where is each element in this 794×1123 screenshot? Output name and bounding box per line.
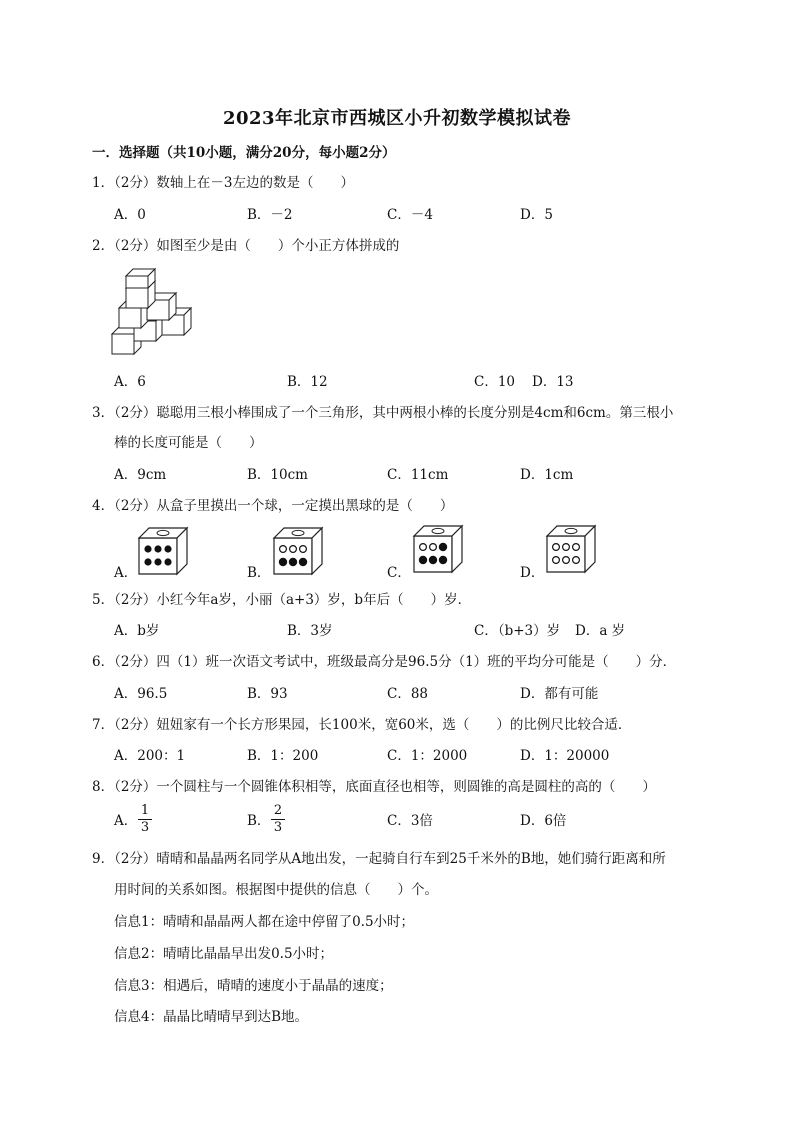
q5-option-a[interactable]: A．b岁 (114, 623, 160, 639)
q5-option-d[interactable]: D．a 岁 (575, 623, 626, 639)
q3-option-b[interactable]: B．10cm (247, 467, 308, 483)
fraction-numerator: 1 (140, 803, 150, 818)
question-4-stem: 4．（2分）从盒子里摸出一个球，一定摸出黑球的是（ ） (92, 498, 454, 514)
q8-option-a-fraction (138, 804, 152, 835)
page-title: 2023年北京市西城区小升初数学模拟试卷 (222, 108, 572, 129)
section-heading: 一．选择题（共10小题，满分20分，每小题2分） (92, 145, 396, 161)
ball-box-d-figure (545, 524, 597, 574)
q2-option-c[interactable]: C．10 (474, 374, 516, 390)
question-9-stem-line2: 用时间的关系如图。根据图中提供的信息（ ）个。 (114, 882, 438, 898)
q7-option-d[interactable]: D．1：20000 (520, 748, 610, 764)
question-8-stem: 8．（2分）一个圆柱与一个圆锥体积相等，底面直径也相等，则圆锥的高是圆柱的高的（ ） (92, 779, 656, 795)
q8-option-b[interactable]: B． (247, 813, 271, 829)
q8-option-c[interactable]: C．3倍 (387, 813, 433, 829)
q4-option-d[interactable]: D． (520, 565, 545, 581)
ball-box-c-figure (412, 524, 464, 574)
q6-option-c[interactable]: C．88 (387, 686, 429, 702)
ball-box-a-figure (137, 526, 189, 576)
q9-info-3: 信息3：相遇后，晴晴的速度小于晶晶的速度； (114, 978, 393, 994)
ball-box-b-figure (272, 526, 324, 576)
q7-option-b[interactable]: B．1：200 (247, 748, 319, 764)
q4-option-b[interactable]: B． (247, 565, 271, 581)
question-2-stem: 2．（2分）如图至少是由（ ）个小正方体拼成的 (92, 238, 400, 254)
q1-option-d[interactable]: D．5 (520, 207, 553, 223)
q5-option-c[interactable]: C．（b+3）岁 (474, 623, 561, 639)
q9-info-1: 信息1：晴晴和晶晶两人都在途中停留了0.5小时； (114, 914, 415, 930)
q1-option-b[interactable]: B．－2 (247, 207, 293, 223)
q4-option-a[interactable]: A． (114, 565, 138, 581)
question-9-stem-line1: 9．（2分）晴晴和晶晶两名同学从A地出发，一起骑自行车到25千米外的B地，她们骑行距离和所 (92, 851, 666, 867)
q8-option-b-fraction (271, 804, 285, 835)
cube-top (126, 269, 155, 288)
q7-option-c[interactable]: C．1：2000 (387, 748, 468, 764)
q8-option-d[interactable]: D．6倍 (520, 813, 567, 829)
cube-stack-figure (110, 268, 200, 360)
question-7-stem: 7．（2分）妞妞家有一个长方形果园，长100米，宽60米，选（ ）的比例尺比较合适． (92, 717, 632, 733)
fraction-denominator: 3 (273, 820, 283, 835)
fraction-numerator: 2 (273, 803, 283, 818)
q3-option-d[interactable]: D．1cm (520, 467, 574, 483)
q6-option-d[interactable]: D．都有可能 (520, 686, 599, 702)
q7-option-a[interactable]: A．200：1 (114, 748, 186, 764)
question-1-stem: 1．（2分）数轴上在－3左边的数是（ ） (92, 175, 355, 191)
question-6-stem: 6．（2分）四（1）班一次语文考试中，班级最高分是96.5分（1）班的平均分可能是（ ）分． (92, 654, 677, 670)
q1-option-c[interactable]: C．－4 (387, 207, 433, 223)
q3-option-a[interactable]: A．9cm (114, 467, 167, 483)
q1-option-a[interactable]: A．0 (114, 207, 146, 223)
q2-option-b[interactable]: B．12 (287, 374, 328, 390)
q5-option-b[interactable]: B．3岁 (287, 623, 333, 639)
fraction-denominator: 3 (140, 820, 150, 835)
q3-option-c[interactable]: C．11cm (387, 467, 449, 483)
q6-option-b[interactable]: B．93 (247, 686, 288, 702)
q6-option-a[interactable]: A．96.5 (114, 686, 168, 702)
question-3-stem-line1: 3．（2分）聪聪用三根小棒围成了一个三角形，其中两根小棒的长度分别是4cm和6cm。第三根小 (92, 405, 674, 421)
q4-option-c[interactable]: C． (387, 565, 411, 581)
q9-info-4: 信息4：晶晶比晴晴早到达B地。 (114, 1009, 309, 1025)
q2-option-a[interactable]: A．6 (114, 374, 146, 390)
q9-info-2: 信息2：晴晴比晶晶早出发0.5小时； (114, 946, 334, 962)
question-3-stem-line2: 棒的长度可能是（ ） (114, 435, 263, 451)
q8-option-a[interactable]: A． (114, 813, 138, 829)
q2-option-d[interactable]: D．13 (532, 374, 574, 390)
question-5-stem: 5．（2分）小红今年a岁，小丽（a+3）岁，b年后（ ）岁． (92, 592, 472, 608)
